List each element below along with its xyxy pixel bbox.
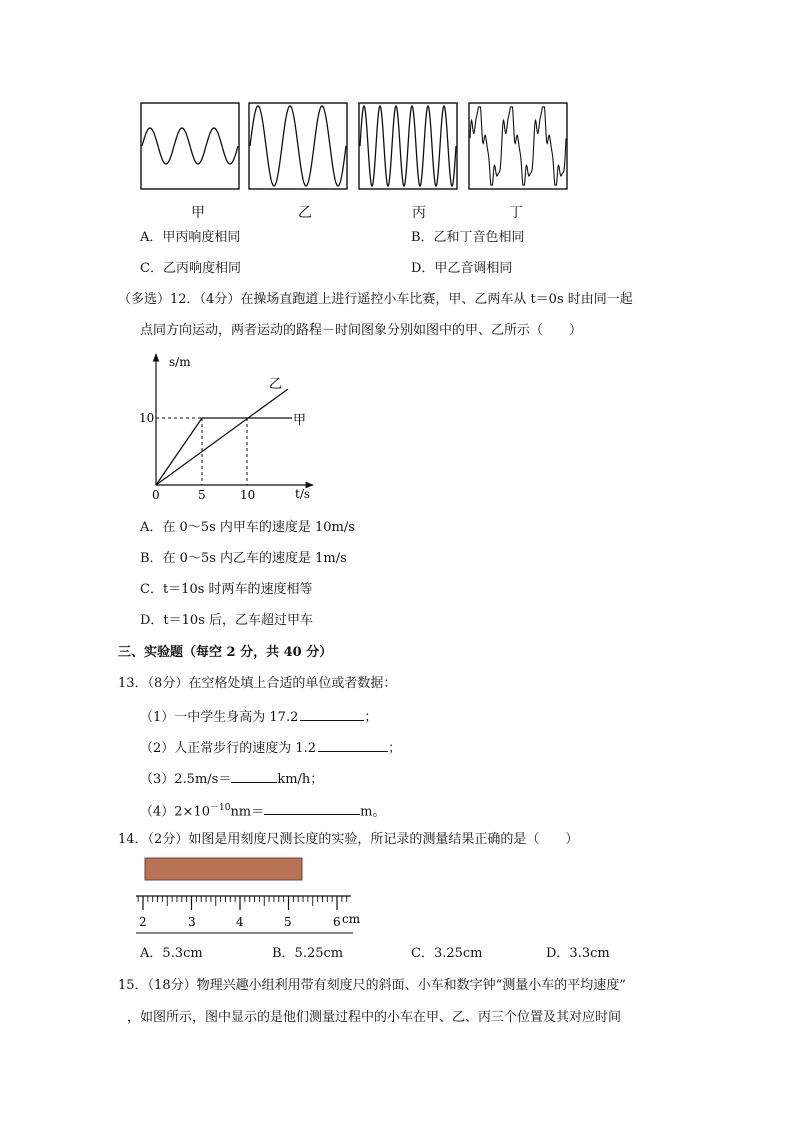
q14-stem: 14．（2分）如图是用刻度尺测长度的实验，所记录的测量结果正确的是（ ） — [118, 832, 579, 847]
q13-item-2-suffix: ； — [388, 741, 402, 756]
q13-stem: 13．（8分）在空格处填上合适的单位或者数据： — [118, 676, 397, 691]
q14-option-b[interactable]: B．5.25cm — [272, 946, 344, 961]
st-graph-svg — [135, 352, 325, 502]
st-graph-origin-label: 0 — [152, 488, 160, 502]
q15-stem-line2: ，如图所示，图中显示的是他们测量过程中的小车在甲、乙、丙三个位置及其对应时间 — [127, 1010, 622, 1025]
q13-item-2-text: （2）人正常步行的速度为 1.2 — [140, 741, 317, 756]
q14-option-a[interactable]: A．5.3cm — [140, 946, 203, 961]
q12-option-d[interactable]: D．t＝10s 后，乙车超过甲车 — [140, 613, 313, 628]
waveform-jia — [142, 128, 238, 164]
ruler-label-4: 4 — [236, 915, 244, 929]
ruler-label-2: 2 — [139, 915, 147, 929]
st-graph-y-tick: 10 — [139, 411, 155, 425]
st-graph-label-yi: 乙 — [269, 377, 283, 392]
q13-item-4-suffix: m。 — [360, 804, 386, 820]
q13-item-1-suffix: ； — [364, 710, 378, 725]
waveform-bing — [360, 106, 456, 186]
section-3-heading: 三、实验题（每空 2 分，共 40 分） — [118, 645, 333, 660]
measured-object — [145, 858, 302, 880]
st-graph-x-tick-10: 10 — [240, 488, 256, 502]
st-graph-y-label: s/m — [169, 355, 191, 369]
q13-item-3 — [140, 769, 323, 788]
q12-option-c[interactable]: C．t＝10s 时两车的速度相等 — [140, 582, 313, 597]
q12-option-a[interactable]: A．在 0～5s 内甲车的速度是 10m/s — [140, 520, 355, 535]
waveform-ding — [470, 107, 566, 185]
ruler-label-6: 6 — [333, 915, 341, 929]
q12-stem-line2: 点同方向运动，两者运动的路程－时间图象分别如图中的甲、乙所示（ ） — [140, 323, 583, 338]
st-graph-line-jia — [156, 418, 292, 485]
ruler-ticks — [138, 896, 347, 910]
st-graph-x-label: t/s — [295, 487, 311, 501]
q13-item-4-text: （4）2×10 — [140, 804, 210, 820]
q13-item-2-blank[interactable] — [318, 738, 388, 752]
waveform-yi — [250, 106, 346, 186]
q14-option-c[interactable]: C．3.25cm — [411, 946, 483, 961]
waveform-figure — [140, 102, 570, 192]
waveform-label-yi: 乙 — [298, 205, 312, 221]
q13-item-3-suffix: km/h； — [277, 772, 324, 787]
q13-item-4-blank[interactable] — [264, 801, 360, 815]
q14-option-d[interactable]: D．3.3cm — [546, 946, 610, 961]
q11-option-c[interactable]: C．乙丙响度相同 — [140, 261, 241, 276]
q13-item-3-text: （3）2.5m/s＝ — [140, 772, 232, 787]
q13-item-2 — [140, 738, 401, 757]
ruler-figure — [132, 856, 372, 938]
st-graph-line-yi — [156, 389, 288, 485]
q13-item-1-blank[interactable] — [300, 707, 364, 721]
waveform-panels — [140, 102, 570, 192]
waveform-label-bing: 丙 — [412, 205, 426, 221]
q13-item-1-text: （1）一中学生身高为 17.2 — [140, 710, 299, 725]
ruler-svg — [132, 856, 372, 938]
waveform-label-jia: 甲 — [191, 205, 205, 221]
q13-item-4-mid: nm＝ — [230, 804, 265, 820]
q13-item-4-exponent: －10 — [209, 803, 231, 813]
st-graph-label-jia: 甲 — [293, 413, 307, 428]
q15-stem-line1: 15．（18分）物理兴趣小组利用带有刻度尺的斜面、小车和数字钟“测量小车的平均速度” — [118, 978, 626, 993]
st-graph-x-tick-5: 5 — [198, 488, 206, 502]
q12-stem-line1: （多选）12．（4分）在操场直跑道上进行遥控小车比赛，甲、乙两车从 t＝0s 时由同一起 — [118, 292, 633, 307]
st-graph — [135, 352, 325, 502]
q13-item-4 — [140, 800, 385, 820]
ruler-label-5: 5 — [284, 915, 292, 929]
waveform-label-ding: 丁 — [509, 205, 523, 221]
q11-option-b[interactable]: B．乙和丁音色相同 — [411, 230, 525, 245]
ruler-unit: cm — [342, 912, 361, 926]
waveform-box-ding — [469, 103, 567, 189]
q13-item-3-blank[interactable] — [231, 769, 277, 783]
q12-option-b[interactable]: B．在 0～5s 内乙车的速度是 1m/s — [140, 551, 347, 566]
q11-option-d[interactable]: D．甲乙音调相同 — [411, 261, 513, 276]
q11-option-a[interactable]: A．甲丙响度相同 — [140, 230, 241, 245]
q13-item-1 — [140, 707, 377, 726]
ruler-label-3: 3 — [188, 915, 196, 929]
